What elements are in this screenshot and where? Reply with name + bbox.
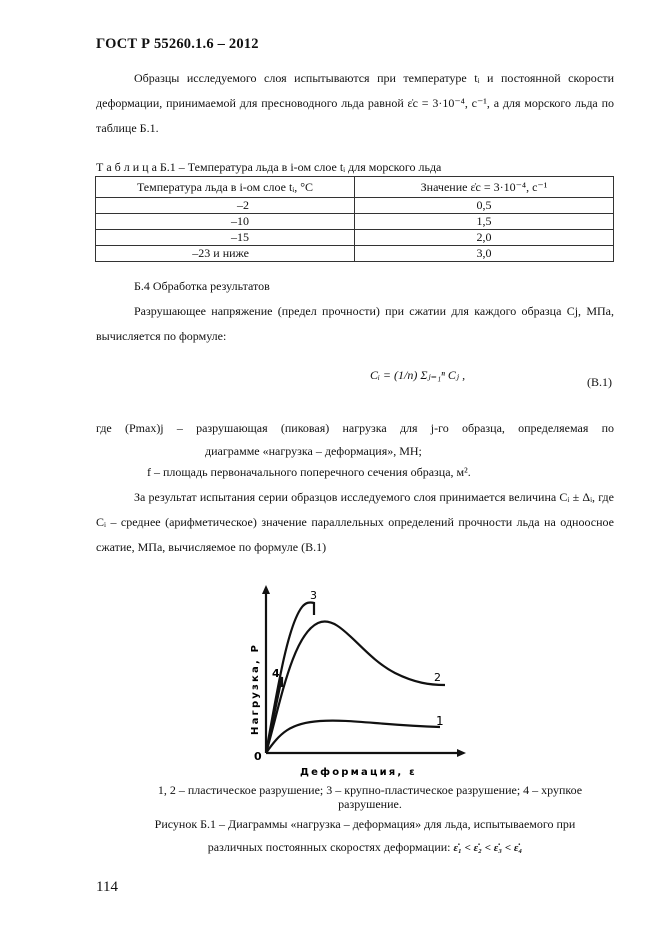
section-title: Б.4 Обработка результатов [134,279,270,293]
temperature-table [95,176,614,262]
curve-1-label: 1 [436,714,444,728]
table-caption: Т а б л и ц а Б.1 – Температура льда в i-ом слое tᵢ для морского льда [96,160,442,174]
table-cell-temp: –10 [96,214,355,230]
intro-paragraph: Образцы исследуемого слоя испытываются при температуре tᵢ и постоянной скорости деформации, принимаемой для пресноводного льда равной ε̇c = 3·10⁻⁴, с⁻¹, а для морского льда по таблице Б.1. [96,71,614,135]
curve-3-label: 3 [310,589,317,602]
x-axis-arrow [457,749,466,757]
table-header-temperature: Температура льда в i-ом слое tᵢ, °С [96,177,355,198]
where-line-1: где (Pmax)j – разрушающая (пиковая) нагрузка для j-го образца, определяемая по [96,421,614,435]
curve-2-label: 2 [434,671,441,684]
page-number: 114 [96,879,118,895]
result-paragraph: За результат испытания серии образцов исследуемого слоя принимается величина Cᵢ ± Δᵢ, где Cᵢ – среднее (арифметическое) значение параллельных определений прочности льда на одноосное сжатие, МПа, вычисляемое по формуле (В.1) [96,490,614,554]
where-line-3: f – площадь первоначального поперечного сечения образца, м². [147,465,471,479]
curve-1 [266,721,440,753]
table-row [96,198,614,214]
curve-2 [266,621,445,753]
y-axis-label: Нагрузка, P [250,642,261,735]
curve-4-label: 4 [272,667,280,680]
load-deformation-diagram [230,585,470,785]
figure-caption-line-1: Рисунок Б.1 – Диаграммы «нагрузка – деформация» для льда, испытываемого при [154,817,576,831]
table-cell-value: 3,0 [355,246,614,262]
figure-legend: 1, 2 – пластическое разрушение; 3 – крупно-пластическое разрушение; 4 – хрупкое разрушение. [157,783,583,811]
table-row [96,230,614,246]
table-row [96,214,614,230]
table-cell-temp: –23 и ниже [96,246,355,262]
y-axis-arrow [262,585,270,594]
table-cell-value: 2,0 [355,230,614,246]
document-header: ГОСТ Р 55260.1.6 – 2012 [96,36,259,52]
figure-caption [110,813,620,860]
table-cell-temp: –15 [96,230,355,246]
where-line-2: диаграмме «нагрузка – деформация», МН; [205,444,422,458]
strain-rates: ε̇₁ < ε̇₂ < ε̇₃ < ε̇₄ [453,842,523,854]
table-cell-value: 0,5 [355,198,614,214]
figure-caption-line-2: различных постоянных скоростях деформации: [207,840,451,854]
table-header-value: Значение ε̇c = 3·10⁻⁴, с⁻¹ [355,177,614,198]
table-row [96,246,614,262]
origin-label: 0 [254,750,262,763]
formula-number: (В.1) [587,375,612,389]
x-axis-label: Деформация, ε [300,767,417,778]
table-cell-temp: –2 [96,198,355,214]
formula: Cᵢ = (1/n) Σⱼ₌₁ⁿ Cⱼ , [370,368,466,382]
strength-paragraph: Разрушающее напряжение (предел прочности) при сжатии для каждого образца Cj, МПа, вычисляется по формуле: [96,304,614,343]
table-cell-value: 1,5 [355,214,614,230]
